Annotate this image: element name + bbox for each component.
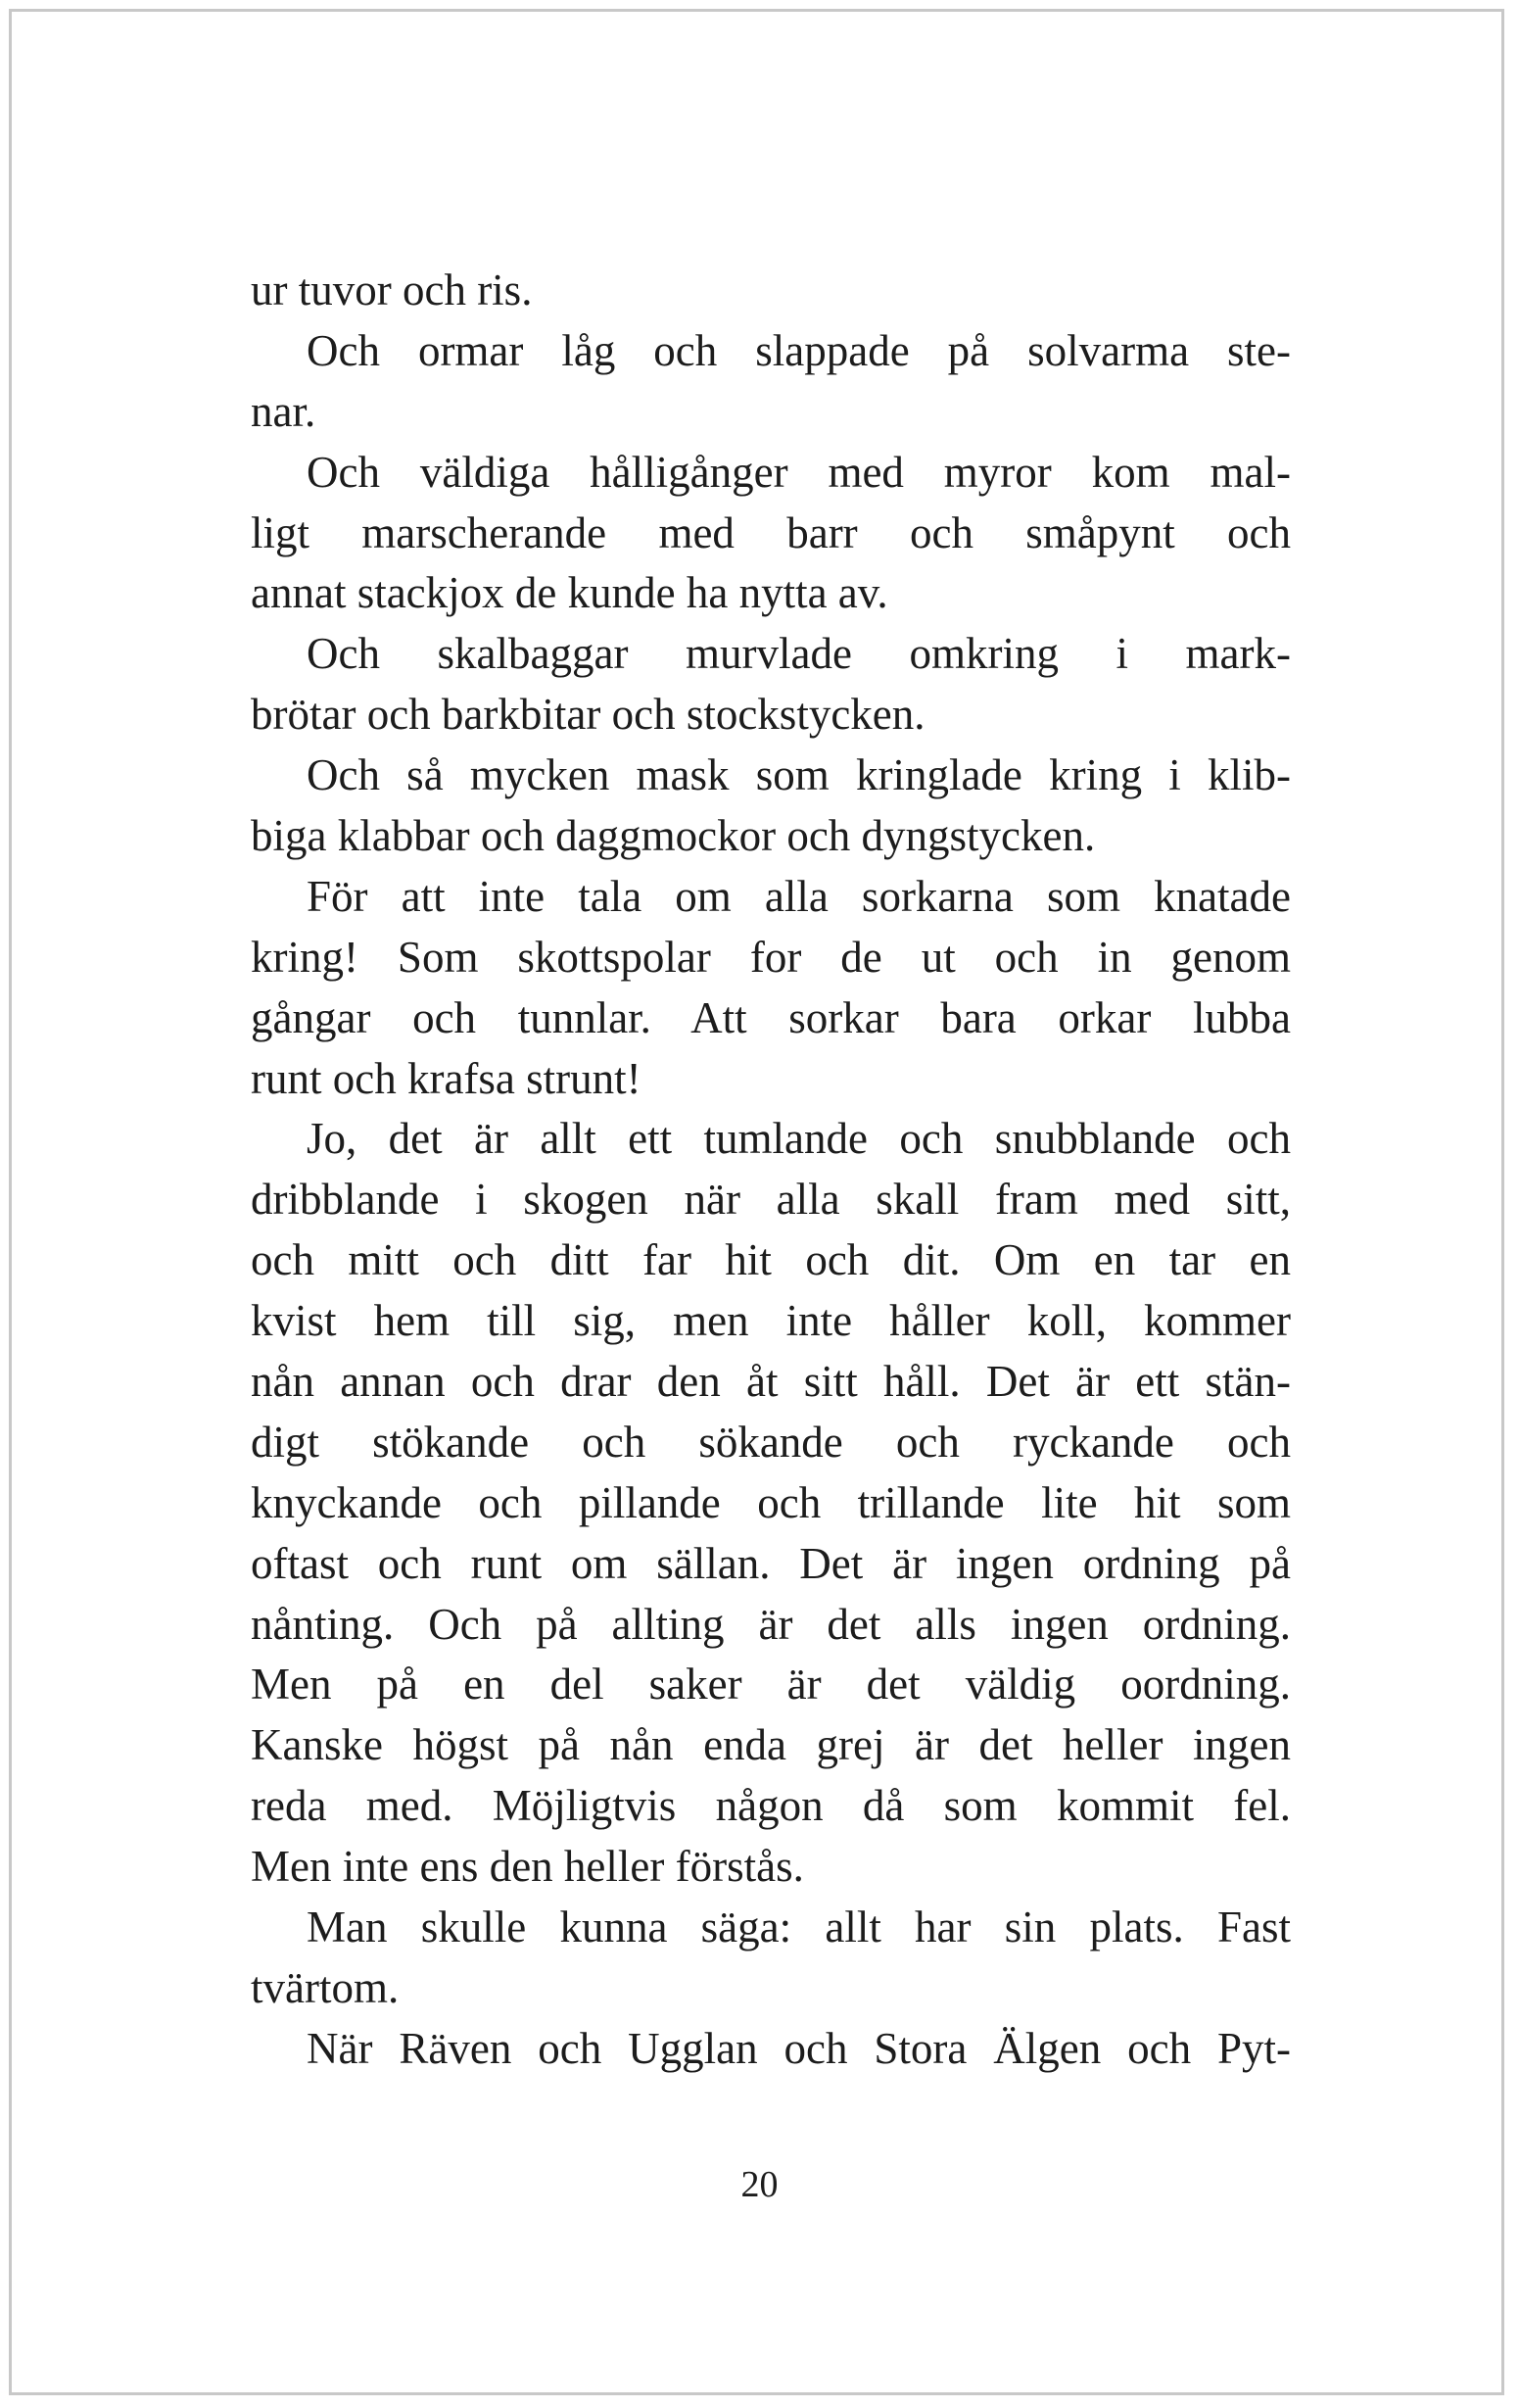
text-line: dribblande i skogen när alla skall fram med sitt, — [251, 1175, 1291, 1225]
text-line: nånting. Och på allting är det alls ingen ordning. — [251, 1599, 1291, 1649]
text-line: Och ormar låg och slappade på solvarma ste- — [307, 325, 1291, 375]
text-line: oftast och runt om sällan. Det är ingen ordning på — [251, 1538, 1291, 1588]
text-line: När Räven och Ugglan och Stora Älgen och Pyt- — [307, 2023, 1291, 2073]
text-line: och mitt och ditt far hit och dit. Om en tar en — [251, 1235, 1291, 1285]
text-line: Kanske högst på nån enda grej är det heller ingen — [251, 1720, 1291, 1770]
text-line: runt och krafsa strunt! — [251, 1053, 641, 1103]
text-line: knyckande och pillande och trillande lite hit som — [251, 1477, 1291, 1527]
text-line: gångar och tunnlar. Att sorkar bara orkar lubba — [251, 992, 1291, 1042]
text-line: Och skalbaggar murvlade omkring i mark- — [307, 629, 1291, 679]
text-line: brötar och barkbitar och stockstycken. — [251, 690, 926, 740]
text-line: nån annan och drar den åt sitt håll. Det är ett stän- — [251, 1357, 1291, 1407]
text-line: biga klabbar och daggmockor och dyngstycken. — [251, 811, 1096, 861]
text-line: Och väldiga hålligånger med myror kom mal- — [307, 447, 1291, 497]
text-line: Jo, det är allt ett tumlande och snubblande och — [307, 1114, 1291, 1164]
text-line: För att inte tala om alla sorkarna som knatade — [307, 871, 1291, 921]
text-line: ligt marscherande med barr och småpynt och — [251, 507, 1291, 557]
text-line: Och så mycken mask som kringlade kring i klib- — [307, 750, 1291, 800]
text-line: digt stökande och sökande och ryckande och — [251, 1417, 1291, 1467]
body-text — [251, 261, 1291, 2080]
page-number: 20 — [740, 2164, 779, 2205]
text-line: ur tuvor och ris. — [251, 265, 533, 314]
text-line: nar. — [251, 386, 316, 436]
text-line: Man skulle kunna säga: allt har sin plats. Fast — [307, 1902, 1291, 1952]
text-line: kring! Som skottspolar for de ut och in genom — [251, 932, 1291, 982]
text-line: Men på en del saker är det väldig oordning. — [251, 1660, 1291, 1710]
text-line: annat stackjox de kunde ha nytta av. — [251, 568, 888, 618]
text-line: tvärtom. — [251, 1962, 400, 2012]
text-line: Men inte ens den heller förstås. — [251, 1842, 804, 1892]
text-line: kvist hem till sig, men inte håller koll, kommer — [251, 1296, 1291, 1346]
text-line: reda med. Möjligtvis någon då som kommit fel. — [251, 1781, 1291, 1831]
